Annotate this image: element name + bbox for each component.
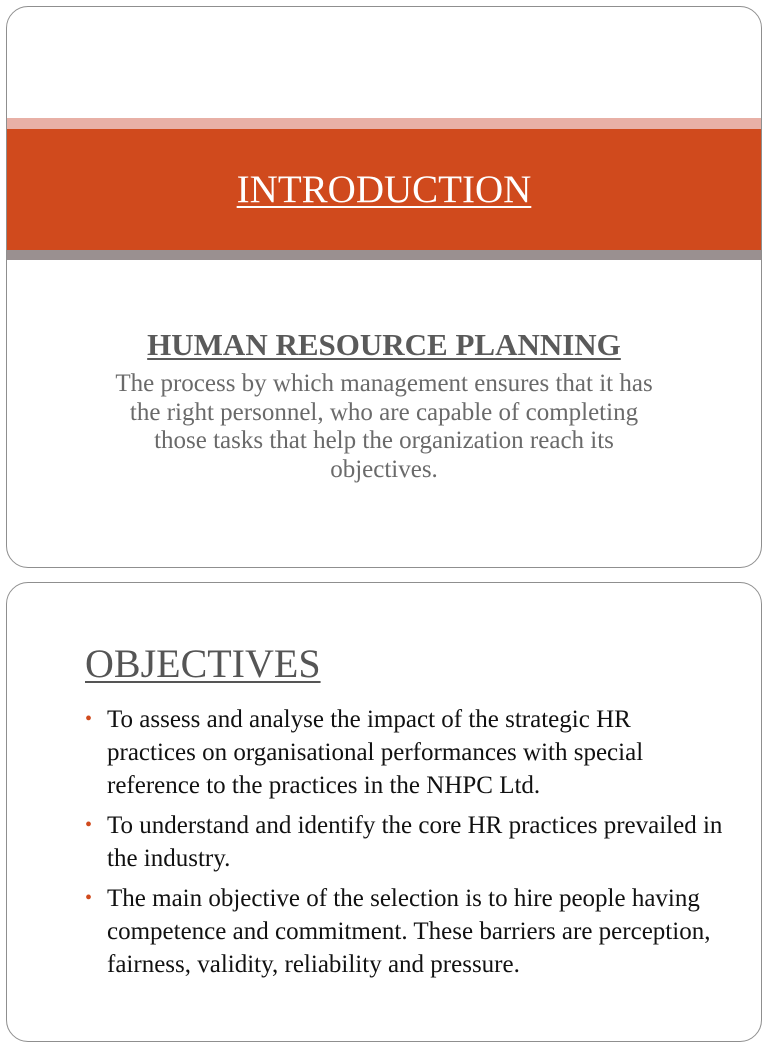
slide-objectives — [6, 582, 762, 1042]
list-item-text: To understand and identify the core HR practices prevailed in the industry. — [107, 812, 723, 872]
list-item — [85, 809, 725, 875]
slide-title: INTRODUCTION — [236, 168, 532, 211]
definition-text: The process by which management ensures that it has the right personnel, who are capable of completing those tasks that help the organization reach its objectives. — [115, 370, 653, 483]
slide-title: OBJECTIVES — [85, 641, 321, 686]
list-item-text: To assess and analyse the impact of the strategic HR practices on organisational performances with special reference to the practices in the NHPC Ltd. — [107, 706, 644, 799]
bullet-icon: • — [85, 708, 93, 730]
section-heading: HUMAN RESOURCE PLANNING — [147, 327, 621, 362]
slide-introduction — [6, 6, 762, 568]
title-band-top-stripe — [7, 118, 761, 129]
bullet-icon: • — [85, 887, 93, 909]
list-item — [85, 882, 725, 981]
list-item-text: The main objective of the selection is to hire people having competence and commitment. These barriers are perception, fairness, validity, reliability and pressure. — [107, 885, 711, 978]
objectives-list — [85, 703, 725, 988]
list-item — [85, 703, 725, 802]
title-band-bottom-stripe — [7, 250, 761, 260]
bullet-icon: • — [85, 814, 93, 836]
